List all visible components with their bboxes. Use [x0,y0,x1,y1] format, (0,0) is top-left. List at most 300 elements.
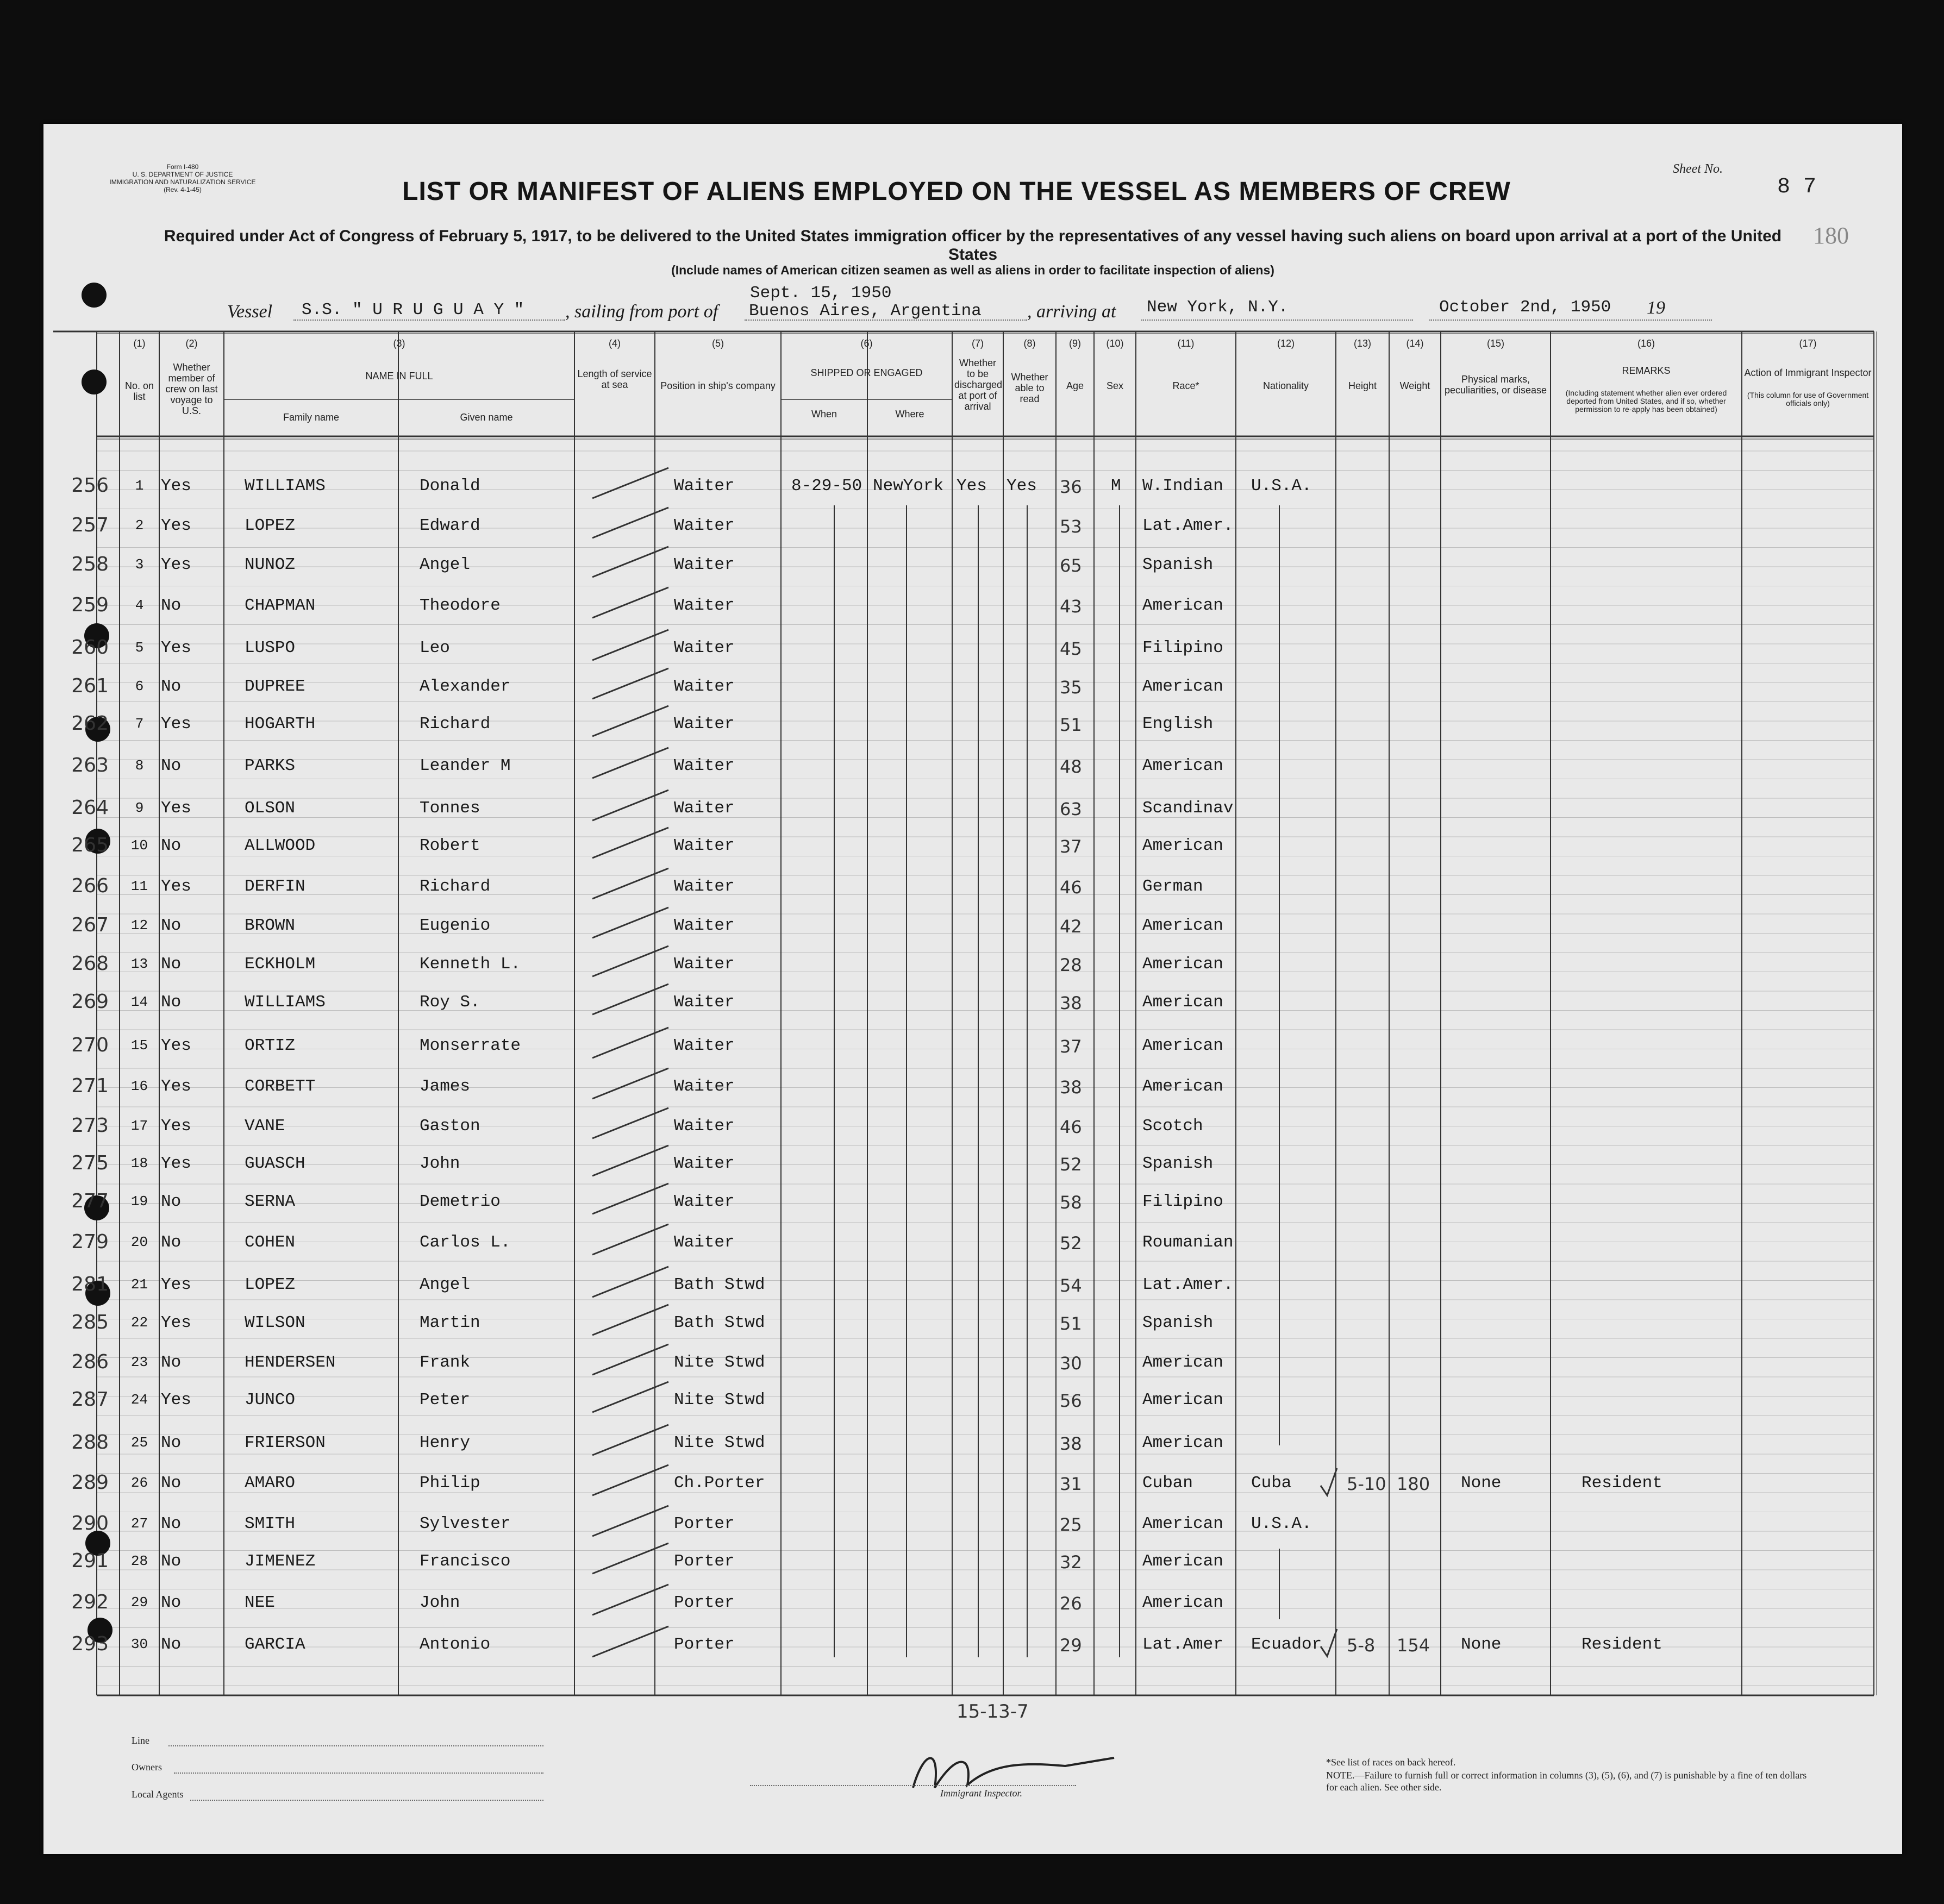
check-mark [592,1224,668,1255]
row-age: 30 [1060,1353,1082,1374]
col-sex-header-number: (10) [1106,338,1124,349]
col-nationality-header-number: (12) [1277,338,1295,349]
col-shipped-when-header: When [811,409,837,419]
row-reference-number: 292 [71,1591,109,1613]
row-age: 38 [1060,993,1082,1013]
row-previous-voyage: Yes [161,555,191,574]
col-given-name-header: Given name [460,412,513,423]
row-previous-voyage: Yes [161,715,191,734]
row-race: American [1142,836,1223,855]
col-remarks-header-subtext: (Including statement whether alien ever ordered deported from United States, and if so, whether permission to re-apply has been obtained) [1565,389,1727,414]
row-family-name: LOPEZ [245,1275,296,1294]
punch-hole [82,283,107,308]
row-family-name: NUNOZ [245,555,296,574]
check-mark [592,1425,668,1455]
requirement-statement: Required under Act of Congress of February 5, 1917, to be delivered to the United States immigration officer by the representatives of any vessel having such aliens on board upon arrival at a port of the United States [164,227,1782,264]
row-previous-voyage: No [161,1474,182,1493]
row-age: 25 [1060,1514,1082,1535]
row-race: American [1142,677,1223,696]
row-given-name: Frank [420,1353,471,1372]
row-reference-number: 279 [71,1231,109,1253]
row-race: American [1142,1036,1223,1055]
check-mark [1321,1629,1337,1656]
row-previous-voyage: No [161,1353,182,1372]
row-position: Porter [674,1514,735,1533]
row-given-name: Donald [420,477,480,496]
row-family-name: NEE [245,1593,275,1612]
row-family-name: HOGARTH [245,715,316,734]
row-family-name: BROWN [245,916,296,935]
row-age: 36 [1060,477,1082,497]
check-mark [592,748,668,778]
row-reference-number: 261 [71,675,109,697]
col-sex-header: Sex [1106,380,1124,391]
row-list-number: 11 [130,878,148,894]
row-age: 54 [1060,1275,1082,1296]
row-height: 5-8 [1347,1635,1376,1656]
row-remarks: Resident [1582,1635,1662,1654]
row-previous-voyage: No [161,955,182,974]
row-position: Waiter [674,756,735,775]
row-family-name: WILLIAMS [245,477,326,496]
row-family-name: SERNA [245,1192,296,1211]
row-family-name: COHEN [245,1233,296,1252]
row-position: Waiter [674,955,735,974]
col-length-of-service-header: Length of service at sea [577,368,652,390]
row-previous-voyage: Yes [161,1036,191,1055]
row-list-number: 15 [130,1037,148,1054]
row-reference-number: 260 [71,636,109,659]
row-family-name: CORBETT [245,1077,316,1096]
row-previous-voyage: No [161,1552,182,1571]
form-id-line: Form I-480 [166,163,199,171]
check-mark [592,1267,668,1297]
check-mark [1321,1468,1337,1495]
row-age: 37 [1060,836,1082,857]
handwritten-code: 15-13-7 [957,1701,1029,1723]
check-mark [592,1028,668,1058]
row-given-name: Francisco [420,1552,511,1571]
row-race: Lat.Amer. [1142,1275,1234,1294]
row-list-number: 26 [130,1475,148,1491]
row-list-number: 27 [130,1515,148,1532]
form-identifier [101,163,264,193]
row-position: Porter [674,1552,735,1571]
row-list-number: 2 [135,517,144,534]
sailing-date: Sept. 15, 1950 [750,284,892,303]
row-race: Lat.Amer. [1142,516,1234,535]
row-physical-marks: None [1461,1474,1502,1493]
row-previous-voyage: No [161,1514,182,1533]
manifest-sheet [43,124,1902,1854]
row-age: 52 [1060,1154,1082,1175]
row-family-name: JIMENEZ [245,1552,316,1571]
col-remarks-header: REMARKS [1622,365,1671,376]
row-given-name: Monserrate [420,1036,521,1055]
row-position: Waiter [674,516,735,535]
col-name-header: NAME IN FULL [365,371,433,381]
row-reference-number: 267 [71,914,109,936]
row-race: American [1142,756,1223,775]
row-race: American [1142,955,1223,974]
vessel-underline [293,320,565,321]
row-reference-number: 293 [71,1633,109,1655]
row-previous-voyage: No [161,916,182,935]
row-position: Porter [674,1635,735,1654]
col-weight-header: Weight [1399,380,1430,391]
row-nationality: Cuba [1251,1474,1292,1493]
col-weight-header-number: (14) [1406,338,1424,349]
row-list-number: 21 [130,1276,148,1293]
row-reference-number: 264 [71,797,109,819]
row-given-name: Robert [420,836,480,855]
form-id-line: IMMIGRATION AND NATURALIZATION SERVICE [109,178,256,186]
row-family-name: ECKHOLM [245,955,316,974]
row-list-number: 29 [130,1594,148,1611]
row-given-name: Tonnes [420,799,480,818]
row-list-number: 13 [130,956,148,972]
row-remarks: Resident [1582,1474,1662,1493]
col-remarks-header-number: (16) [1637,338,1655,349]
check-mark [592,1344,668,1375]
col-shipped-engaged-header-number: (6) [860,338,873,349]
row-list-number: 8 [135,757,144,774]
col-discharged-header-number: (7) [972,338,984,349]
row-height: 5-10 [1347,1474,1386,1494]
row-nationality: U.S.A. [1251,477,1312,496]
row-race: American [1142,1353,1223,1372]
col-age-header: Age [1066,380,1084,391]
row-position: Nite Stwd [674,1433,765,1452]
row-reference-number: 291 [71,1550,109,1572]
row-position: Waiter [674,1036,735,1055]
penalty-note: NOTE.—Failure to furnish full or correct information in columns (3), (5), (6), and (7) is punishable by a fine of ten dollars for each alien. See other side. [1326,1770,1807,1793]
row-race: Scotch [1142,1117,1203,1136]
row-reference-number: 257 [71,514,109,536]
row-family-name: DUPREE [245,677,305,696]
row-previous-voyage: Yes [161,1391,191,1410]
row-reference-number: 290 [71,1512,109,1535]
races-note: *See list of races on back hereof. [1326,1757,1456,1768]
row-list-number: 25 [130,1435,148,1451]
row-list-number: 6 [135,678,144,694]
row-given-name: John [420,1593,460,1612]
row-shipped-when: 8-29-50 [791,477,862,496]
row-age: 58 [1060,1192,1082,1213]
check-mark [592,1506,668,1536]
row-reference-number: 270 [71,1034,109,1056]
row-position: Waiter [674,1117,735,1136]
row-family-name: JUNCO [245,1391,296,1410]
row-age: 46 [1060,877,1082,898]
check-mark [592,1465,668,1495]
col-length-of-service-header-number: (4) [609,338,621,349]
row-previous-voyage: Yes [161,877,191,896]
row-previous-voyage: No [161,993,182,1012]
row-family-name: SMITH [245,1514,296,1533]
row-list-number: 14 [130,994,148,1010]
vessel-label: Vessel [227,302,273,322]
row-reference-number: 259 [71,594,109,616]
arrival-port: New York, N.Y. [1147,298,1289,317]
row-reference-number: 266 [71,875,109,897]
row-race: American [1142,596,1223,615]
row-given-name: Leo [420,638,450,657]
row-race: Scandinav [1142,799,1234,818]
row-list-number: 24 [130,1392,148,1408]
row-given-name: Richard [420,877,491,896]
row-previous-voyage: Yes [161,1077,191,1096]
row-list-number: 9 [135,800,144,816]
row-race: Roumanian [1142,1233,1234,1252]
row-list-number: 19 [130,1193,148,1210]
row-position: Porter [674,1593,735,1612]
row-given-name: Philip [420,1474,480,1493]
form-id-line: U. S. DEPARTMENT OF JUSTICE [132,171,233,178]
row-age: 35 [1060,677,1082,698]
row-given-name: Angel [420,555,471,574]
row-list-number: 17 [130,1118,148,1134]
row-age: 46 [1060,1117,1082,1137]
inspector-underline [750,1785,1076,1786]
row-reference-number: 281 [71,1273,109,1295]
check-mark [592,1305,668,1335]
arriving-label: , arriving at [1027,302,1116,322]
row-given-name: Roy S. [420,993,480,1012]
row-age: 26 [1060,1593,1082,1614]
col-height-header-number: (13) [1353,338,1371,349]
row-reference-number: 258 [71,553,109,575]
check-mark [592,468,668,498]
row-reference-number: 269 [71,991,109,1013]
owners-underline [174,1773,543,1774]
col-inspector-action-header: Action of Immigrant Inspector [1744,367,1872,378]
row-race: American [1142,1391,1223,1410]
row-age: 51 [1060,1313,1082,1334]
row-given-name: Martin [420,1313,480,1332]
row-reference-number: 275 [71,1152,109,1174]
row-race: American [1142,1593,1223,1612]
row-age: 51 [1060,715,1082,735]
row-family-name: LUSPO [245,638,296,657]
row-given-name: Sylvester [420,1514,511,1533]
row-list-number: 1 [135,478,144,494]
row-list-number: 12 [130,917,148,934]
row-age: 38 [1060,1077,1082,1098]
form-id-line: (Rev. 4-1-45) [164,186,202,193]
punch-hole [82,369,107,394]
row-race: Filipino [1142,638,1223,657]
departure-port: Buenos Aires, Argentina [749,302,982,321]
row-given-name: Peter [420,1391,471,1410]
row-family-name: HENDERSEN [245,1353,336,1372]
row-race: American [1142,916,1223,935]
check-mark [592,1543,668,1574]
check-mark [592,1382,668,1412]
row-position: Waiter [674,836,735,855]
row-previous-voyage: Yes [161,1117,191,1136]
row-physical-marks: None [1461,1635,1502,1654]
arrival-port-underline [1141,320,1413,321]
col-discharged-header: Whether to be discharged at port of arrival [954,358,1003,412]
check-mark [592,1108,668,1138]
row-given-name: Leander M [420,756,511,775]
row-list-number: 30 [130,1636,148,1652]
row-reference-number: 273 [71,1114,109,1137]
check-mark [592,547,668,577]
check-mark [592,1626,668,1657]
row-age: 63 [1060,799,1082,819]
row-given-name: John [420,1154,460,1173]
row-position: Ch.Porter [674,1474,765,1493]
check-mark [592,1145,668,1176]
year-label: 19 [1647,298,1665,318]
row-race: Spanish [1142,1313,1214,1332]
row-list-number: 4 [135,597,144,613]
row-previous-voyage: No [161,836,182,855]
row-given-name: James [420,1077,471,1096]
row-list-number: 16 [130,1078,148,1094]
check-mark [592,668,668,699]
row-given-name: Demetrio [420,1192,501,1211]
row-reference-number: 271 [71,1075,109,1097]
row-position: Waiter [674,993,735,1012]
row-race: Spanish [1142,1154,1214,1173]
row-position: Waiter [674,596,735,615]
row-reference-number: 262 [71,712,109,735]
check-mark [592,587,668,618]
check-mark [592,1183,668,1214]
sheet-number-label: Sheet No. [1673,162,1723,176]
line-underline [168,1745,543,1746]
row-family-name: ALLWOOD [245,836,316,855]
row-age: 42 [1060,916,1082,937]
row-age: 53 [1060,516,1082,537]
row-age: 52 [1060,1233,1082,1254]
col-shipped-engaged-header: SHIPPED OR ENGAGED [810,367,923,378]
row-age: 56 [1060,1391,1082,1411]
row-age: 48 [1060,756,1082,777]
col-inspector-action-header-number: (17) [1799,338,1817,349]
row-list-number: 10 [130,837,148,854]
check-mark [592,630,668,660]
row-list-number: 20 [130,1234,148,1250]
col-family-name-header: Family name [283,412,340,423]
row-race: English [1142,715,1214,734]
row-reference-number: 263 [71,754,109,776]
row-age: 65 [1060,555,1082,576]
row-age: 43 [1060,596,1082,617]
local-agents-label: Local Agents [132,1789,184,1800]
check-mark [592,508,668,538]
row-race: Filipino [1142,1192,1223,1211]
row-age: 29 [1060,1635,1082,1656]
port-underline [745,320,1027,321]
row-previous-voyage: Yes [161,1154,191,1173]
row-list-number: 28 [130,1553,148,1569]
row-position: Bath Stwd [674,1313,765,1332]
row-position: Nite Stwd [674,1353,765,1372]
row-list-number: 3 [135,556,144,573]
check-mark [592,790,668,821]
row-position: Waiter [674,1192,735,1211]
row-reference-number: 287 [71,1388,109,1411]
col-race-header: Race* [1172,380,1199,391]
col-list-number-header-number: (1) [133,338,146,349]
stamped-page-number: 180 [1813,222,1849,249]
inclusion-instruction: (Include names of American citizen seamen as well as aliens in order to facilitate inspection of aliens) [671,263,1274,277]
row-family-name: AMARO [245,1474,296,1493]
row-position: Waiter [674,638,735,657]
row-reference-number: 265 [71,834,109,856]
row-previous-voyage: No [161,1635,182,1654]
inspector-signature [913,1758,1114,1788]
col-able-to-read-header-number: (8) [1023,338,1036,349]
col-inspector-action-header-subtext: (This column for use of Government officials only) [1747,391,1869,408]
row-race: American [1142,1552,1223,1571]
row-list-number: 18 [130,1155,148,1172]
row-position: Waiter [674,477,735,496]
row-position: Waiter [674,1077,735,1096]
row-race: American [1142,1077,1223,1096]
row-family-name: VANE [245,1117,285,1136]
row-race: American [1142,1433,1223,1452]
row-race: W.Indian [1142,477,1223,496]
row-position: Waiter [674,555,735,574]
row-age: 38 [1060,1433,1082,1454]
row-previous-voyage: Yes [161,799,191,818]
row-family-name: GUASCH [245,1154,305,1173]
row-race: Spanish [1142,555,1214,574]
row-family-name: OLSON [245,799,296,818]
row-weight: 154 [1397,1635,1430,1656]
col-position-header-number: (5) [712,338,724,349]
row-position: Waiter [674,1154,735,1173]
row-family-name: FRIERSON [245,1433,326,1452]
row-previous-voyage: Yes [161,1313,191,1332]
row-given-name: Angel [420,1275,471,1294]
local-agents-underline [190,1800,543,1801]
row-family-name: DERFIN [245,877,305,896]
row-given-name: Eugenio [420,916,491,935]
sheet-number: 8 7 [1777,175,1817,199]
check-mark [592,868,668,899]
row-given-name: Richard [420,715,491,734]
row-race: Lat.Amer [1142,1635,1223,1654]
col-race-header-number: (11) [1177,338,1195,349]
check-mark [592,828,668,858]
row-position: Nite Stwd [674,1391,765,1410]
row-able-to-read: Yes [1007,477,1037,496]
row-family-name: ORTIZ [245,1036,296,1055]
check-mark [592,1068,668,1099]
row-reference-number: 256 [71,474,109,497]
row-family-name: WILSON [245,1313,305,1332]
row-reference-number: 286 [71,1351,109,1373]
row-family-name: PARKS [245,756,296,775]
col-able-to-read-header: Whether able to read [1011,372,1048,404]
row-given-name: Carlos L. [420,1233,511,1252]
row-given-name: Antonio [420,1635,491,1654]
row-position: Waiter [674,916,735,935]
col-age-header-number: (9) [1069,338,1081,349]
row-given-name: Alexander [420,677,511,696]
row-given-name: Theodore [420,596,501,615]
row-position: Waiter [674,677,735,696]
col-physical-marks-header: Physical marks, peculiarities, or disease [1444,374,1547,396]
row-given-name: Edward [420,516,480,535]
col-previous-voyage-header-number: (2) [185,338,198,349]
